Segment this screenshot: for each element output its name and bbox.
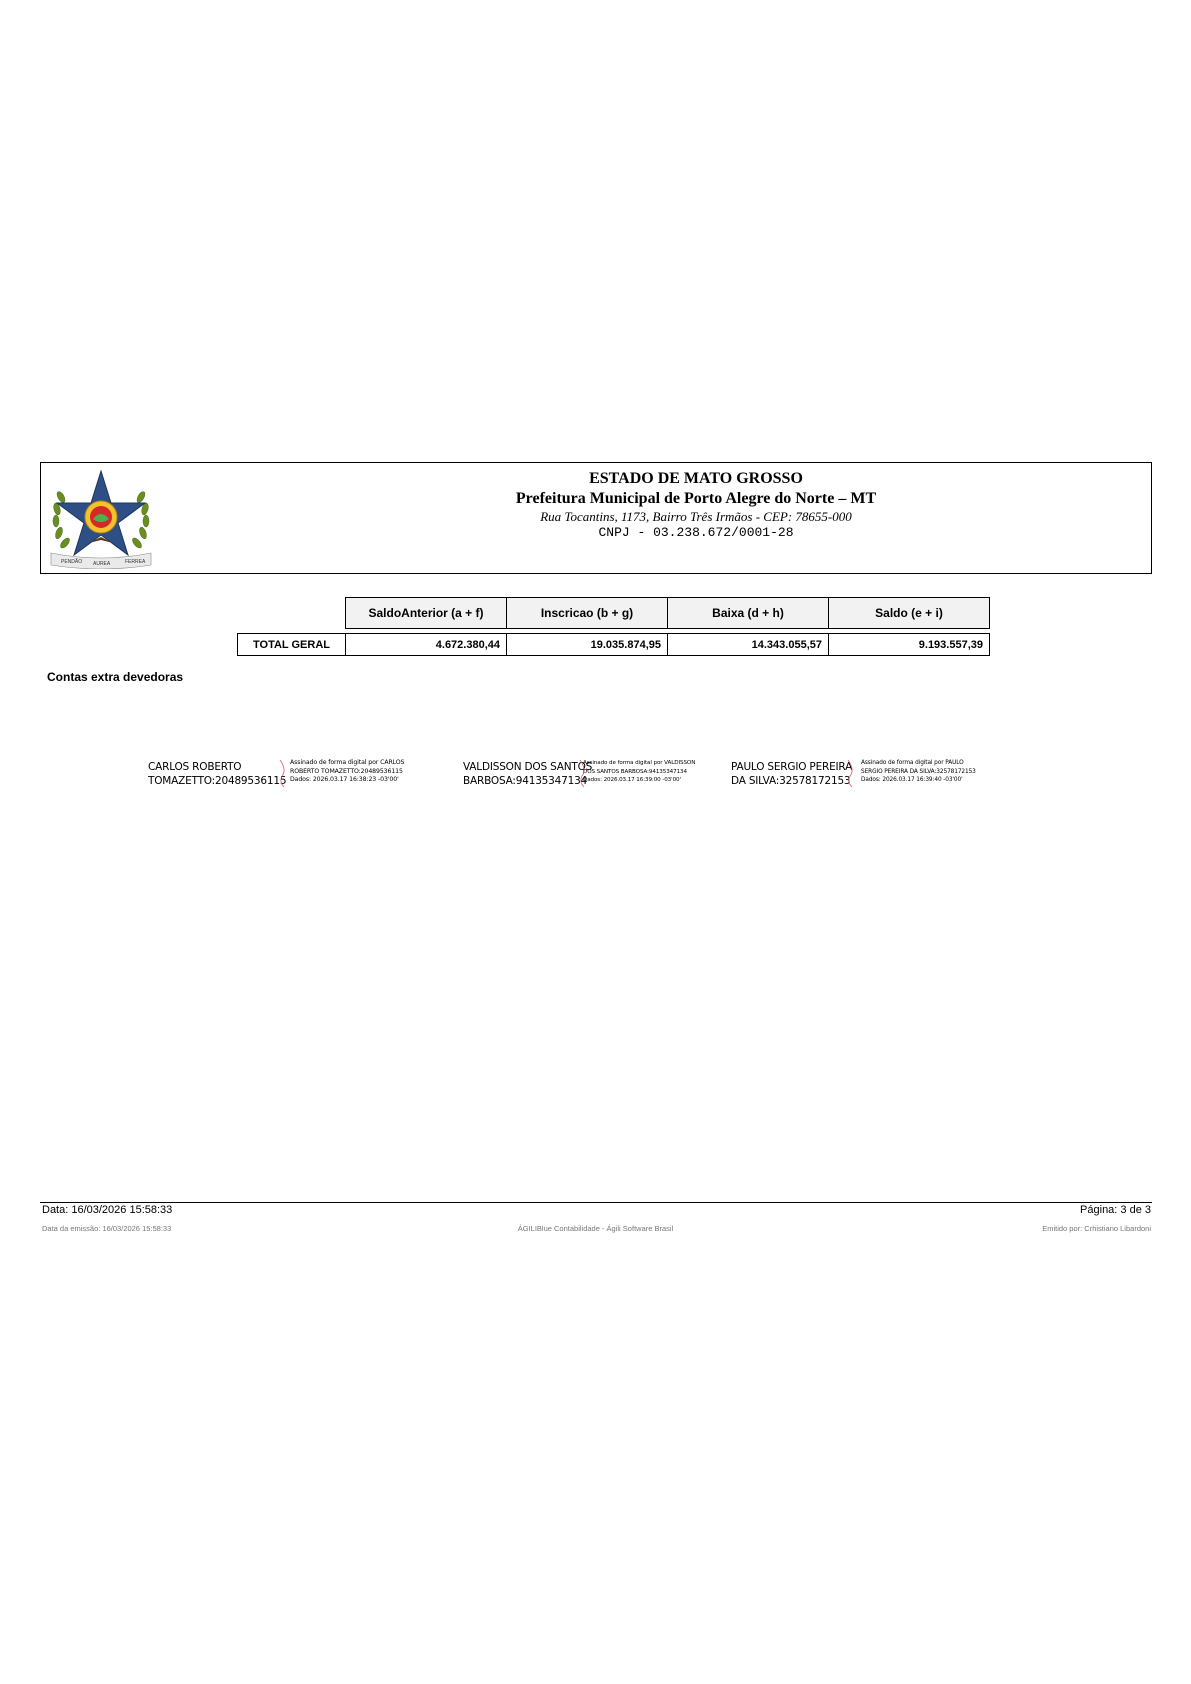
value-cell: 4.672.380,44	[346, 634, 507, 656]
value-cell: 19.035.874,95	[507, 634, 668, 656]
totals-header-row	[238, 598, 990, 629]
section-title: Contas extra devedoras	[47, 670, 184, 684]
software-credit: ÁGILIBlue Contabilidade - Ágili Software Brasil	[517, 1224, 674, 1233]
column-header: Baixa (d + h)	[668, 598, 829, 629]
row-label: TOTAL GERAL	[238, 634, 346, 656]
signer-name: PAULO SERGIO PEREIRA DA SILVA:32578172153	[731, 761, 853, 787]
footer-date: Data: 16/03/2026 15:58:33	[42, 1204, 173, 1216]
signature-mark-icon	[278, 758, 288, 788]
digital-signature	[731, 758, 991, 792]
crest-motto-2: AUREA	[93, 561, 111, 567]
emission-date: Data da emissão: 16/03/2026 15:58:33	[42, 1224, 172, 1233]
crest-motto-3: FERREA	[125, 559, 146, 565]
municipal-crest-icon	[47, 467, 155, 569]
footer-divider	[40, 1202, 1152, 1203]
signer-name: VALDISSON DOS SANTOS BARBOSA:94135347134	[463, 761, 593, 787]
totals-table	[237, 597, 990, 656]
table-row	[238, 634, 990, 656]
value-cell: 9.193.557,39	[829, 634, 990, 656]
digital-signature	[148, 758, 438, 792]
header-text-block	[341, 469, 1051, 541]
column-header: Inscricao (b + g)	[507, 598, 668, 629]
digital-signature	[463, 758, 713, 792]
crest-motto-1: PENDÃO	[61, 559, 83, 565]
signature-mark-icon	[846, 758, 856, 788]
signature-details: Assinado de forma digital por CARLOS ROBERTO TOMAZETTO:20489536115 Dados: 2026.03.17 16:38:23 -03'00'	[290, 759, 405, 783]
address-line: Rua Tocantins, 1173, Bairro Três Irmãos - CEP: 78655-000	[540, 509, 852, 524]
corner-cell	[238, 598, 346, 629]
value-cell: 14.343.055,57	[668, 634, 829, 656]
cnpj-line: CNPJ - 03.238.672/0001-28	[598, 525, 794, 540]
signature-details: Assinado de forma digital por PAULO SERGIO PEREIRA DA SILVA:32578172153 Dados: 2026.03.17 16:39:40 -03'00'	[861, 760, 976, 783]
prefeitura-title: Prefeitura Municipal de Porto Alegre do Norte – MT	[515, 490, 877, 507]
state-title: ESTADO DE MATO GROSSO	[589, 470, 803, 487]
column-header: Saldo (e + i)	[829, 598, 990, 629]
document-header	[40, 462, 1152, 574]
page-number: Página: 3 de 3	[1080, 1204, 1151, 1216]
signer-name: CARLOS ROBERTO TOMAZETTO:20489536115	[148, 761, 287, 787]
signature-details: Assinado de forma digital por VALDISSON DOS SANTOS BARBOSA:94135347134 Dados: 2026.03.17 16:39:00 -03'00'	[583, 760, 696, 783]
issued-by: Emitido por: Crhistiano Libardoni	[1042, 1224, 1151, 1233]
column-header: SaldoAnterior (a + f)	[346, 598, 507, 629]
